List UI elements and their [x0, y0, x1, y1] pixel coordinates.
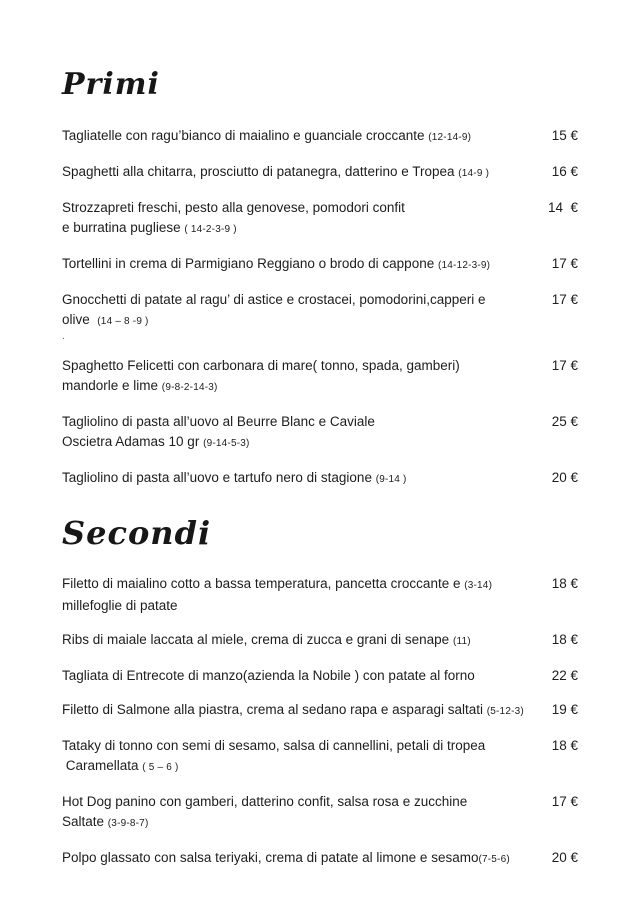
dish-name: Filetto di maialino cotto a bassa temperatura, pancetta croccante e [62, 576, 465, 591]
section-title-secondi: Secondi [62, 514, 212, 552]
allergen-codes: ( 5 – 6 ) [142, 762, 179, 773]
dish-price: 17 € [551, 256, 578, 271]
menu-item [62, 468, 578, 490]
dish-description [62, 666, 475, 686]
dish-description [62, 198, 405, 240]
dish-name: Filetto di Salmone alla piastra, crema al sedano rapa e asparagi saltati [62, 702, 487, 717]
dish-name: Ribs di maiale laccata al miele, crema di zucca e grani di senape [62, 632, 453, 647]
allergen-codes: (9-14 ) [375, 474, 407, 485]
dish-name: Tagliolino di pasta all’uovo al Beurre Blanc e Caviale [62, 414, 375, 429]
dish-name: Spaghetto Felicetti con carbonara di mare( tonno, spada, gamberi) [62, 358, 460, 373]
menu-item [62, 848, 578, 870]
menu-item [62, 356, 578, 398]
dish-name: Spaghetti alla chitarra, prosciutto di patanegra, datterino e Tropea [62, 164, 459, 179]
dish-description [62, 792, 467, 834]
dish-description [62, 848, 510, 870]
dish-price: 16 € [551, 164, 578, 179]
allergen-codes: (5-12-3) [486, 706, 524, 717]
dish-name-line2: mandorle e lime [62, 378, 162, 393]
dish-name-line2: Oscietra Adamas 10 gr [62, 434, 204, 449]
dish-description [62, 412, 375, 454]
menu-item [62, 792, 578, 834]
dish-name: Tagliolino di pasta all’uovo e tartufo nero di stagione [62, 470, 376, 485]
menu-item [62, 700, 578, 722]
allergen-codes: (12-14-9) [428, 132, 472, 143]
dish-description [62, 574, 492, 616]
dish-description [62, 162, 489, 184]
menu-item [62, 162, 578, 184]
dish-description [62, 630, 471, 652]
menu-item [62, 736, 578, 778]
dish-price: 20 € [551, 850, 578, 865]
dish-price: 17 € [551, 794, 578, 809]
allergen-codes: ( 14-2-3-9 ) [184, 224, 237, 235]
dish-price: 18 € [551, 632, 578, 647]
dish-price: 14 € [547, 200, 578, 215]
allergen-codes: (9-14-5-3) [203, 438, 250, 449]
dish-price: 18 € [551, 576, 578, 591]
dish-description [62, 700, 524, 722]
dish-price: 22 € [551, 668, 578, 683]
menu-item [62, 254, 578, 276]
dish-description [62, 468, 407, 490]
dish-name-line2: e burratina pugliese [62, 220, 185, 235]
allergen-codes: (14-12-3-9) [437, 260, 491, 271]
allergen-codes: (14-9 ) [458, 168, 490, 179]
section-primi [62, 66, 578, 490]
dish-description [62, 356, 460, 398]
dish-price: 20 € [551, 470, 578, 485]
dish-price: 17 € [551, 292, 578, 307]
section-secondi [62, 514, 578, 870]
dish-description [62, 126, 471, 148]
dish-price: 19 € [551, 702, 578, 717]
menu-item [62, 126, 578, 148]
dish-description [62, 254, 490, 276]
menu-item [62, 630, 578, 652]
allergen-codes: (3-9-8-7) [107, 818, 149, 829]
menu-item [62, 666, 578, 686]
allergen-codes: (7-5-6) [478, 854, 510, 865]
dish-name: Tataky di tonno con semi di sesamo, salsa di cannellini, petali di tropea [62, 738, 486, 753]
section-title-primi: Primi [62, 67, 160, 102]
dish-name-line2: Caramellata [62, 758, 143, 773]
allergen-codes: (9-8-2-14-3) [161, 382, 218, 393]
dish-price: 25 € [551, 414, 578, 429]
dish-name: Tortellini in crema di Parmigiano Reggiano o brodo di cappone [62, 256, 438, 271]
dish-name: Gnocchetti di patate al ragu’ di astice e crostacei, pomodorini,capperi e [62, 292, 486, 307]
menu-item [62, 412, 578, 454]
menu-item [62, 198, 578, 240]
dish-name-line2: Saltate [62, 814, 108, 829]
dish-name: Hot Dog panino con gamberi, datterino confit, salsa rosa e zucchine [62, 794, 468, 809]
stray-dot: . [62, 331, 65, 342]
dish-name: Polpo glassato con salsa teriyaki, crema di patate al limone e sesamo [62, 850, 479, 865]
allergen-codes: (14 – 8 -9 ) [97, 316, 149, 327]
dish-price: 15 € [551, 128, 578, 143]
dish-name: Tagliata di Entrecote di manzo(azienda la Nobile ) con patate al forno [62, 668, 475, 683]
menu-item [62, 290, 578, 342]
dish-name: Strozzapreti freschi, pesto alla genovese, pomodori confit [62, 200, 405, 215]
menu-item [62, 574, 578, 616]
dish-name: Tagliatelle con ragu’bianco di maialino e guanciale croccante [62, 128, 429, 143]
dish-price: 17 € [551, 358, 578, 373]
dish-description [62, 736, 485, 778]
dish-name-line2: olive [62, 312, 98, 327]
allergen-codes: (11) [452, 636, 471, 647]
dish-price: 18 € [551, 738, 578, 753]
dish-description [62, 290, 485, 342]
dish-name-line2: millefoglie di patate [62, 598, 178, 613]
allergen-codes: (3-14) [464, 580, 493, 591]
